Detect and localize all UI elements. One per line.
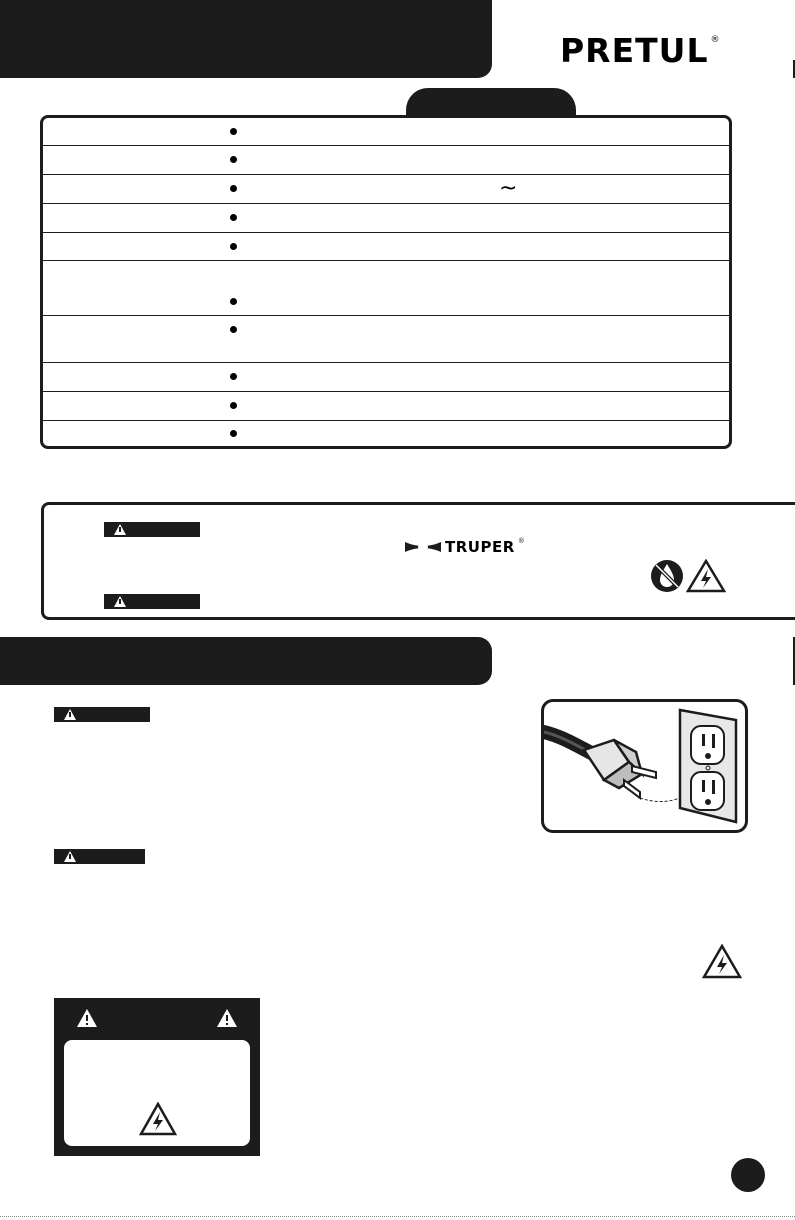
warning-box (41, 502, 795, 620)
specs-table (40, 115, 732, 449)
spec-row (43, 420, 729, 446)
truper-emblem-icon (405, 540, 441, 554)
bullet-icon (230, 214, 237, 221)
warning-icon (76, 1008, 98, 1028)
warning-icon (114, 596, 126, 607)
spec-row (43, 362, 729, 392)
truper-logo (405, 538, 524, 556)
warning-badge (54, 707, 150, 722)
electric-hazard-icon (686, 559, 726, 593)
section-header-band (0, 637, 492, 685)
brand-logo (560, 31, 720, 70)
warning-badge (104, 594, 200, 609)
truper-name: TRUPER (445, 538, 515, 556)
ac-tilde: ~ (499, 176, 518, 201)
danger-label-body (64, 1040, 250, 1146)
bullet-icon (230, 128, 237, 135)
brand-registered-mark: ® (710, 35, 721, 45)
brand-name: PRETUL (560, 31, 709, 70)
bullet-icon (230, 326, 237, 333)
bullet-icon (230, 156, 237, 163)
spec-row (43, 118, 729, 146)
plug-outlet-illustration (541, 699, 748, 833)
warning-icon (216, 1008, 238, 1028)
spec-row (43, 174, 729, 204)
spec-row (43, 203, 729, 233)
trim-line (0, 1216, 795, 1217)
warning-icon (114, 524, 126, 535)
bullet-icon (230, 298, 237, 305)
warning-badge (104, 522, 200, 537)
warning-badge (54, 849, 145, 864)
warning-icon (64, 851, 76, 862)
electric-hazard-icon (702, 944, 742, 980)
danger-label (54, 998, 260, 1156)
bullet-icon (230, 185, 237, 192)
bullet-icon (230, 402, 237, 409)
spec-row (43, 145, 729, 175)
warning-icon (64, 709, 76, 720)
electric-hazard-icon (139, 1102, 177, 1136)
spec-row (43, 315, 729, 363)
bullet-icon (230, 373, 237, 380)
spec-row (43, 260, 729, 316)
spec-row (43, 391, 729, 421)
specs-tab (406, 88, 576, 118)
bullet-icon (230, 243, 237, 250)
spec-row (43, 232, 729, 261)
bullet-icon (230, 430, 237, 437)
truper-registered-mark: ® (518, 537, 524, 545)
header-band (0, 0, 492, 78)
page-number-badge (731, 1158, 765, 1192)
